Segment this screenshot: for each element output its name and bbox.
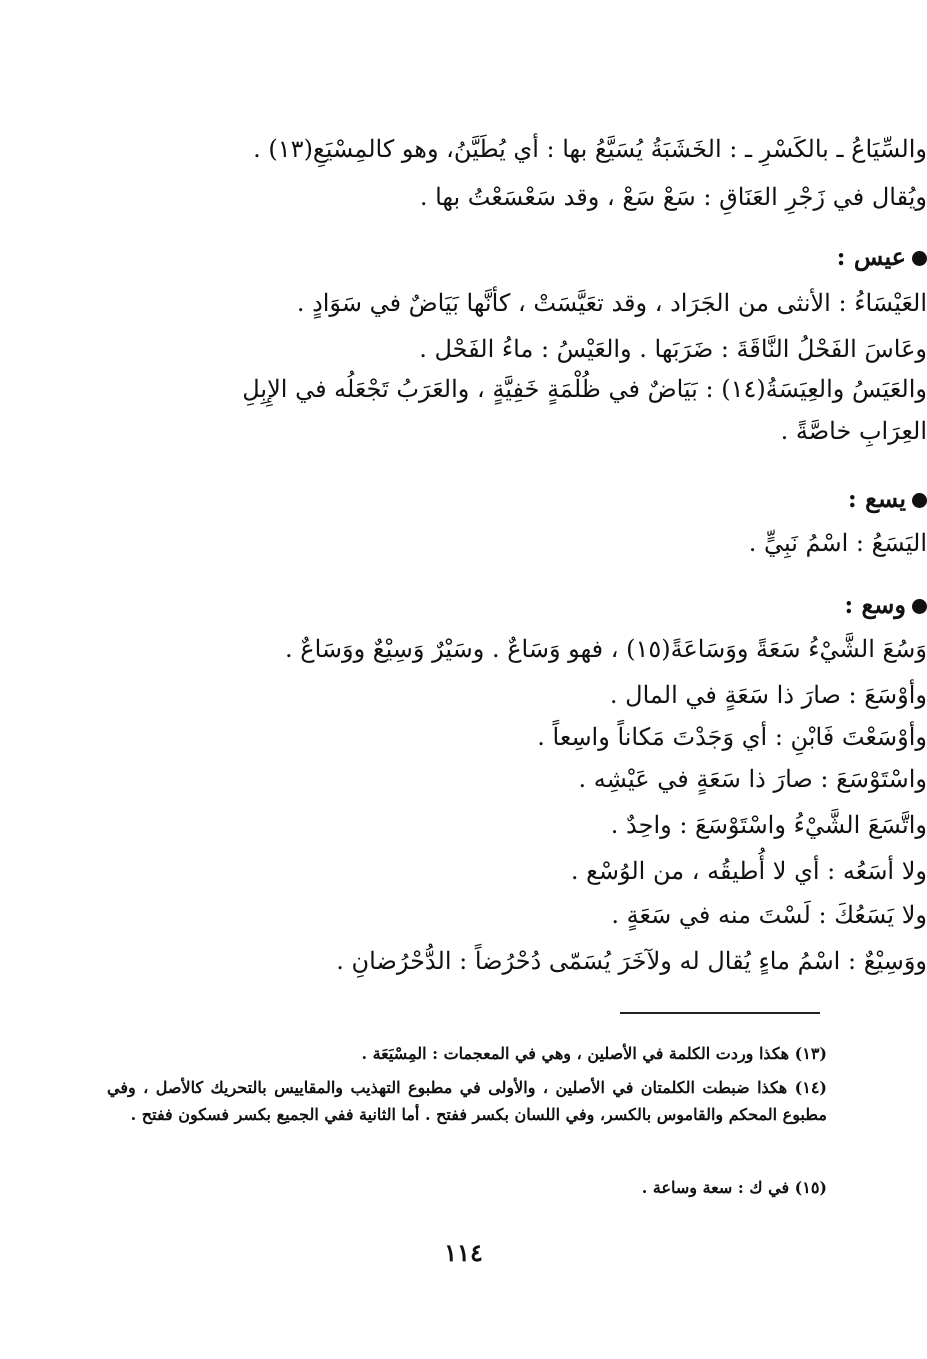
entry-line: العِرَابِ خاصَّةً . — [780, 417, 927, 445]
footnote: (١٤) هكذا ضبطت الكلمتان في الأصلين ، والأولى في مطبوع التهذيب والمقاييس بالتحريك كالأصل ، وفي مطبوع المحكم والقاموس بالكسر، وفي اللسان بكسر ففتح . أما الثانية ففي الجميع بكسر فسكون ففتح . — [107, 1078, 827, 1124]
entry-line: وعَاسَ الفَحْلُ النَّاقَةَ : ضَرَبَها . والعَيْسُ : ماءُ الفَحْل . — [419, 335, 927, 363]
footnote: (١٥) في ك : سعة وساعة . — [641, 1178, 827, 1197]
entry-line: وأوْسَعْتَ فَابْنِ : أي وَجَدْتَ مَكاناً واسِعاً . — [537, 723, 927, 751]
entry-line: العَيْسَاءُ : الأنثى من الجَرَاد ، وقد تعَيَّسَتْ ، كأنَّها بَيَاضٌ في سَوَادٍ . — [296, 289, 927, 317]
entry-line: وَسُعَ الشَّيْءُ سَعَةً ووَسَاعَةً(١٥) ، فهو وَسَاعٌ . وسَيْرٌ وَسِيْعٌ ووَسَاعٌ . — [284, 635, 927, 663]
bullet-icon — [912, 599, 927, 614]
bullet-icon — [912, 251, 927, 266]
bullet-icon — [912, 493, 927, 508]
section-heading-wsa: وسع : — [227, 590, 927, 620]
entry-line: والسِّيَاعُ ـ بالكَسْرِ ـ : الخَشَبَةُ يُسَيَّعُ بها : أي يُطَيَّنُ، وهو كالمِسْيَعِ(١٣) . — [253, 135, 927, 163]
entry-line: واسْتَوْسَعَ : صارَ ذا سَعَةٍ في عَيْشِه . — [578, 765, 927, 793]
entry-line: والعَيَسُ والعِيَسَةُ(١٤) : بَيَاضٌ في ظُلْمَةٍ خَفِيَّةٍ ، والعَرَبُ تَجْعَلُه في الإِبِلِ — [242, 375, 927, 403]
entry-line: ولا أسَعُه : أي لا أُطيقُه ، من الوُسْع . — [570, 857, 927, 885]
entry-line: ولا يَسَعُكَ : لَسْتَ منه في سَعَةٍ . — [611, 901, 927, 929]
entry-line: اليَسَعُ : اسْمُ نَبِيٍّ . — [748, 529, 927, 557]
entry-line: ويُقال في زَجْرِ العَنَاقِ : سَعْ سَعْ ، وقد سَعْسَعْتُ بها . — [419, 183, 927, 211]
entry-line: ووَسِيْعٌ : اسْمُ ماءٍ يُقال له ولآخَرَ يُسَمّى دُحْرُضاً : الدُّحْرُضانِ . — [336, 947, 927, 975]
page-number: ١١٤ — [444, 1238, 483, 1267]
footnote-divider — [620, 1012, 820, 1014]
section-heading-ysa: يسع : — [227, 484, 927, 514]
section-heading-ays: عيس : — [227, 242, 927, 272]
entry-line: واتَّسَعَ الشَّيْءُ واسْتَوْسَعَ : واحِدٌ . — [610, 811, 927, 839]
entry-line: وأوْسَعَ : صارَ ذا سَعَةٍ في المال . — [609, 681, 927, 709]
footnote: (١٣) هكذا وردت الكلمة في الأصلين ، وهي في المعجمات : المِسْيَعَة . — [361, 1044, 827, 1063]
